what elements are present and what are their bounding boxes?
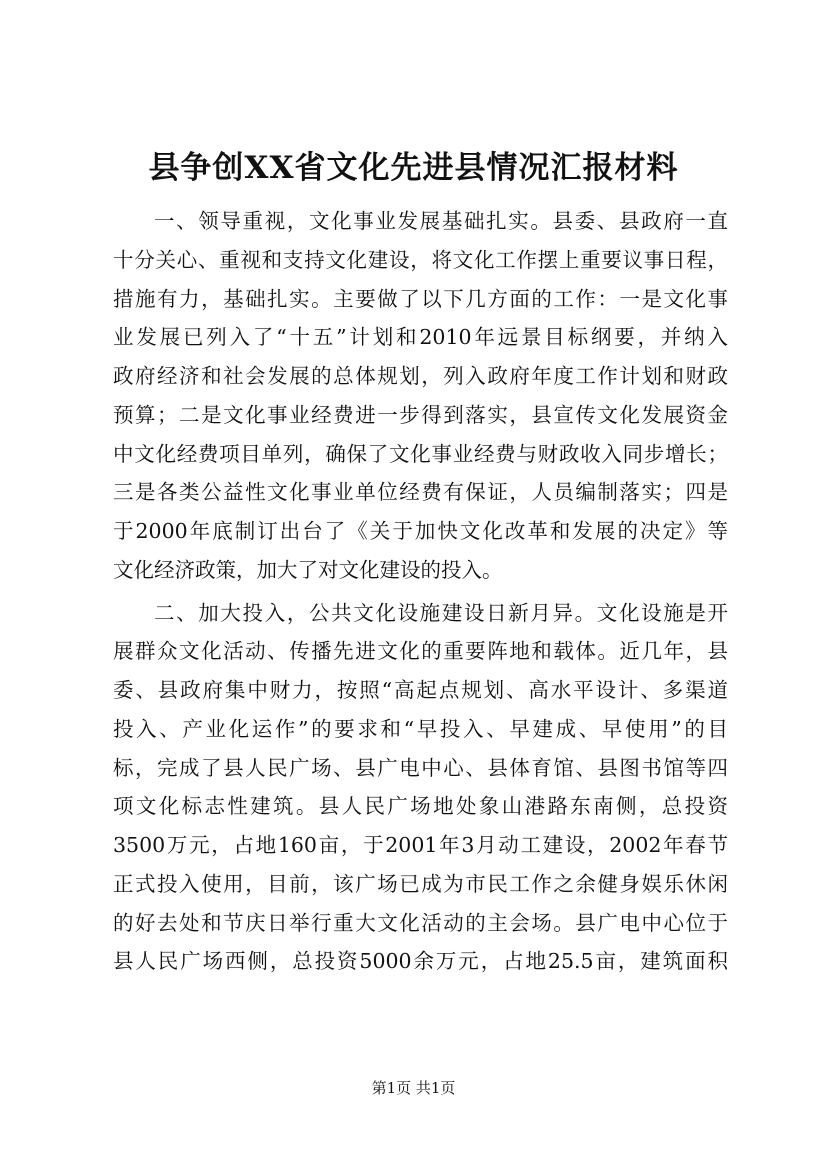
paragraph-2	[113, 594, 728, 982]
paragraph-1	[113, 202, 728, 590]
paragraph-line: 一、领导重视，文化事业发展基础扎实。县委、县政府一直	[154, 209, 728, 233]
paragraph-line: 的好去处和节庆日举行重大文化活动的主会场。县广电中心位于	[113, 910, 728, 935]
paragraph-line: 项文化标志性建筑。县人民广场地处象山港路东南侧，总投资	[113, 794, 728, 819]
paragraph-line: 措施有力，基础扎实。主要做了以下几方面的工作：一是文化事	[113, 286, 728, 311]
paragraph-line: 中文化经费项目单列，确保了文化事业经费与财政收入同步增长；	[113, 441, 728, 466]
paragraph-line: 县人民广场西侧，总投资5000余万元，占地25.5亩，建筑面积	[113, 949, 728, 974]
paragraph-line: 政府经济和社会发展的总体规划，列入政府年度工作计划和财政	[113, 364, 728, 388]
paragraph-line: 于2000年底制订出台了《关于加快文化改革和发展的决定》等	[113, 519, 728, 543]
document-body	[113, 202, 728, 981]
paragraph-line: 业发展已列入了“十五”计划和2010年远景目标纲要，并纳入	[113, 325, 728, 350]
paragraph-line: 正式投入使用，目前，该广场已成为市民工作之余健身娱乐休闲	[113, 871, 728, 896]
paragraph-line: 十分关心、重视和支持文化建设，将文化工作摆上重要议事日程，	[113, 247, 728, 272]
paragraph-line: 文化经济政策，加大了对文化建设的投入。	[113, 557, 503, 582]
paragraph-line: 委、县政府集中财力，按照“高起点规划、高水平设计、多渠道	[113, 678, 728, 702]
paragraph-line: 展群众文化活动、传播先进文化的重要阵地和载体。近几年，县	[113, 639, 728, 664]
paragraph-line: 3500万元，占地160亩，于2001年3月动工建设，2002年春节	[113, 833, 728, 857]
paragraph-line: 二、加大投入，公共文化设施建设日新月异。文化设施是开	[154, 600, 728, 625]
page-title: 县争创XX省文化先进县情况汇报材料	[148, 150, 679, 186]
paragraph-line: 标，完成了县人民广场、县广电中心、县体育馆、县图书馆等四	[113, 755, 728, 780]
paragraph-line: 投入、产业化运作”的要求和“早投入、早建成、早使用”的目	[113, 716, 728, 741]
paragraph-line: 预算；二是文化事业经费进一步得到落实，县宣传文化发展资金	[113, 402, 728, 427]
paragraph-line: 三是各类公益性文化事业单位经费有保证，人员编制落实；四是	[113, 480, 728, 505]
page-footer: 第1页 共1页	[371, 1079, 456, 1097]
